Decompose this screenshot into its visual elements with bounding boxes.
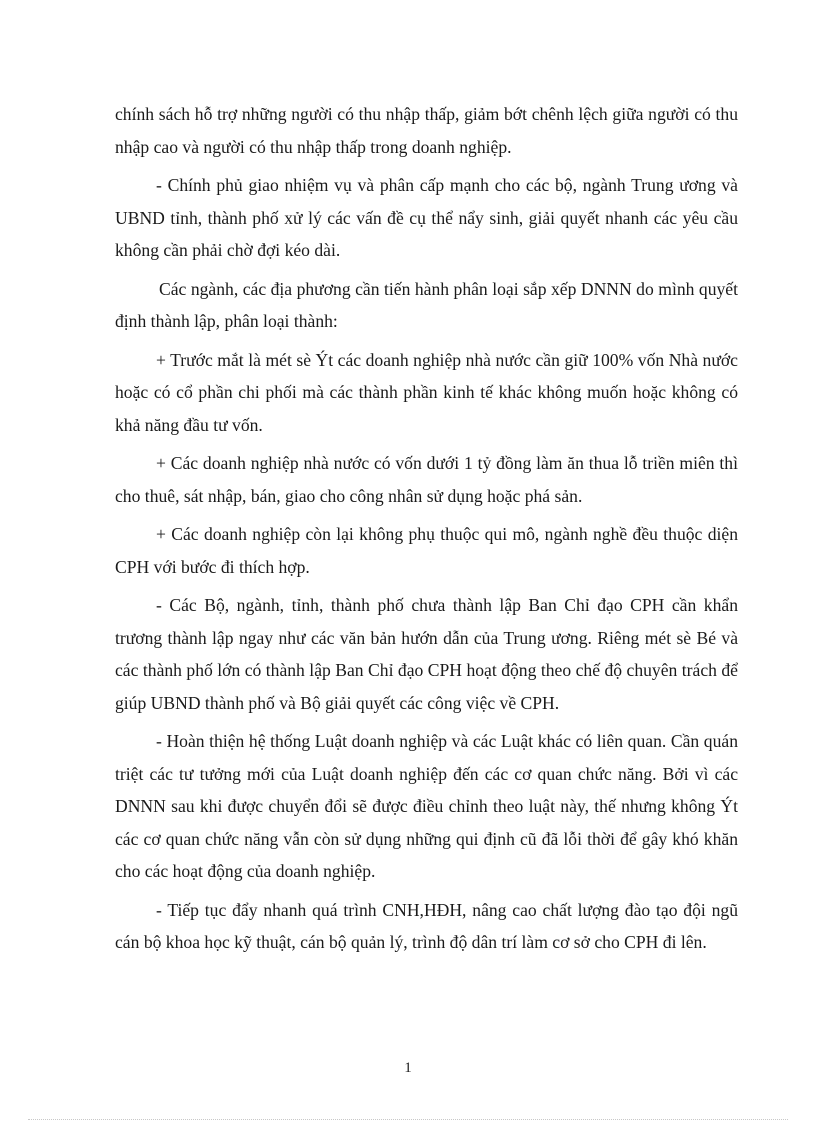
paragraph-government-delegation: - Chính phủ giao nhiệm vụ và phân cấp mạnh cho các bộ, ngành Trung ương và UBND tỉnh, thành phố xử lý các vấn đề cụ thể nẩy sinh, giải quyết nhanh các yêu cầu không cần phải chờ đợi kéo dài.	[115, 175, 738, 260]
page-bottom-edge	[28, 1119, 788, 1120]
paragraph-continuation: chính sách hỗ trợ những người có thu nhập thấp, giảm bớt chênh lệch giữa người có thu nhập cao và người có thu nhập thấp trong doanh nghiệp.	[115, 104, 738, 157]
paragraph-keep-state-capital: + Trước mắt là mét sè Ýt các doanh nghiệp nhà nước cần giữ 100% vốn Nhà nước hoặc có cổ phần chi phối mà các thành phần kinh tế khác không muốn hoặc không có khả năng đầu tư vốn.	[115, 349, 738, 435]
paragraph-remaining-enterprises: + Các doanh nghiệp còn lại không phụ thuộc qui mô, ngành nghề đều thuộc diện CPH với bước đi thích hợp.	[115, 524, 738, 577]
document-body	[115, 98, 738, 965]
paragraph-small-enterprises: + Các doanh nghiệp nhà nước có vốn dưới 1 tỷ đồng làm ăn thua lỗ triền miên thì cho thuê, sát nhập, bán, giao cho công nhân sử dụng hoặc phá sản.	[115, 453, 738, 506]
paragraph-enterprise-law: - Hoàn thiện hệ thống Luật doanh nghiệp và các Luật khác có liên quan. Cần quán triệt các tư tưởng mới của Luật doanh nghiệp đến các cơ quan chức năng. Bởi vì các DNNN sau khi được chuyển đổi sẽ được điều chỉnh theo luật này, thế nhưng không Ýt các cơ quan chức năng vẫn còn sử dụng những qui định cũ đã lỗi thời để gây khó khăn cho các hoạt động của doanh nghiệp.	[115, 731, 738, 881]
paragraph-classification-intro: Các ngành, các địa phương cần tiến hành phân loại sắp xếp DNNN do mình quyết định thành lập, phân loại thành:	[115, 278, 738, 331]
page-number: 1	[404, 1060, 412, 1076]
paragraph-steering-committee: - Các Bộ, ngành, tỉnh, thành phố chưa thành lập Ban Chỉ đạo CPH cần khẩn trương thành lập ngay như các văn bản hướn dẫn của Trung ương. Riêng mét sè Bé và các thành phố lớn có thành lập Ban Chỉ đạo CPH hoạt động theo chế độ chuyên trách để giúp UBND thành phố và Bộ giải quyết các công việc về CPH.	[115, 595, 738, 713]
paragraph-industrialization: - Tiếp tục đẩy nhanh quá trình CNH,HĐH, nâng cao chất lượng đào tạo đội ngũ cán bộ khoa học kỹ thuật, cán bộ quản lý, trình độ dân trí làm cơ sở cho CPH đi lên.	[115, 899, 738, 952]
